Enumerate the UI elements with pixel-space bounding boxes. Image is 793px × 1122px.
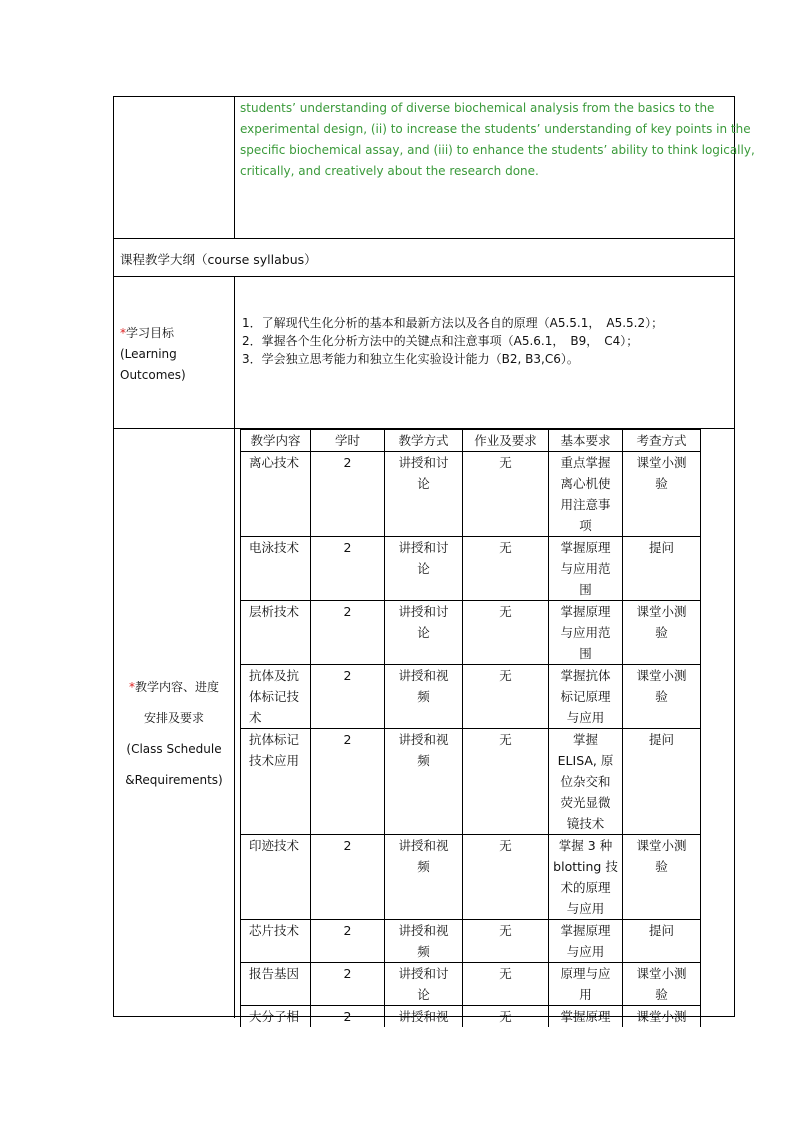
row-assess-line: 验	[655, 859, 668, 874]
course-objectives-text	[240, 98, 755, 182]
schedule-row	[241, 835, 701, 920]
learning-outcomes-en: (Learning	[120, 347, 177, 361]
row-method-line: 讲授和讨	[398, 966, 449, 981]
header-method: 教学方式	[385, 430, 463, 452]
learning-outcome-item: 1．了解现代生化分析的基本和最新方法以及各自的原理（A5.5.1， A5.5.2）；	[242, 316, 664, 330]
schedule-row	[241, 1006, 701, 1028]
learning-outcomes-en: Outcomes)	[120, 368, 186, 382]
row-content-line: 离心技术	[249, 455, 300, 470]
row-method	[385, 835, 463, 920]
column-divider	[234, 97, 235, 238]
row-assess	[623, 537, 701, 601]
row-content-line: 技术应用	[249, 753, 300, 768]
row-basic-line: 原理与应	[560, 966, 611, 981]
row-basic-line: 掌握 3 种	[558, 838, 613, 853]
row-content-line: 报告基因	[249, 966, 300, 981]
required-star: *	[120, 326, 126, 340]
row-method-line: 讲授和视	[398, 838, 449, 853]
row-content	[241, 537, 311, 601]
row-method	[385, 963, 463, 1006]
row-assess	[623, 729, 701, 835]
row-homework: 无	[463, 601, 549, 665]
row-method	[385, 729, 463, 835]
schedule-row	[241, 537, 701, 601]
row-content	[241, 835, 311, 920]
schedule-row	[241, 452, 701, 537]
row-method-line: 讲授和视	[398, 668, 449, 683]
row-content-line: 层析技术	[249, 604, 300, 619]
objectives-line: experimental design, (ii) to increase the students’ understanding of key points in the	[240, 122, 751, 136]
row-assess-line: 课堂小测	[636, 668, 687, 683]
row-homework: 无	[463, 1006, 549, 1028]
objectives-line: specific biochemical assay, and (iii) to enhance the students’ ability to think logically,	[240, 143, 755, 157]
row-hours: 2	[311, 835, 385, 920]
header-homework: 作业及要求	[463, 430, 549, 452]
row-homework: 无	[463, 963, 549, 1006]
row-basic-line: 与应用范	[560, 561, 611, 576]
row-assess	[623, 665, 701, 729]
row-basic	[549, 963, 623, 1006]
row-divider	[114, 276, 734, 277]
row-basic-line: ELISA, 原	[557, 753, 614, 768]
class-schedule-cn: 教学内容、进度	[134, 680, 219, 694]
row-assess-line: 课堂小测	[636, 1009, 687, 1024]
row-basic	[549, 835, 623, 920]
row-method-line: 论	[417, 987, 430, 1002]
row-assess-line: 验	[655, 689, 668, 704]
row-method-line: 论	[417, 476, 430, 491]
row-assess	[623, 1006, 701, 1028]
learning-outcome-item: 2．掌握各个生化分析方法中的关键点和注意事项（A5.6.1， B9， C4）；	[242, 334, 639, 348]
row-content-line: 抗体及抗	[249, 668, 300, 683]
row-assess-line: 课堂小测	[636, 966, 687, 981]
row-content	[241, 452, 311, 537]
row-basic-line: 标记原理	[560, 689, 611, 704]
schedule-row	[241, 729, 701, 835]
row-basic-line: 术的原理	[560, 880, 611, 895]
row-content	[241, 920, 311, 963]
schedule-row	[241, 665, 701, 729]
row-content-line: 芯片技术	[249, 923, 300, 938]
row-content-line: 印迹技术	[249, 838, 300, 853]
row-basic-line: 镜技术	[566, 816, 605, 831]
row-method	[385, 537, 463, 601]
row-divider	[114, 238, 734, 239]
row-basic	[549, 452, 623, 537]
row-method	[385, 665, 463, 729]
row-basic-line: 项	[579, 518, 592, 533]
row-assess	[623, 835, 701, 920]
row-hours: 2	[311, 601, 385, 665]
row-homework: 无	[463, 665, 549, 729]
row-content	[241, 963, 311, 1006]
row-assess-line: 验	[655, 476, 668, 491]
row-method-line: 讲授和视	[398, 732, 449, 747]
row-hours: 2	[311, 920, 385, 963]
learning-outcomes-cn: 学习目标	[126, 326, 175, 340]
row-method-line: 频	[417, 859, 430, 874]
row-basic-line: 围	[579, 582, 592, 597]
schedule-table	[240, 429, 701, 1027]
row-method-line: 论	[417, 625, 430, 640]
row-assess	[623, 920, 701, 963]
row-content-line: 大分子相	[249, 1009, 300, 1024]
row-assess-line: 提问	[648, 540, 674, 555]
row-basic-line: 与应用	[566, 944, 605, 959]
row-basic-line: 掌握原理	[560, 923, 611, 938]
row-method-line: 频	[417, 944, 430, 959]
row-method	[385, 452, 463, 537]
row-basic-line: 与应用	[566, 710, 605, 725]
row-basic-line: blotting 技	[553, 859, 618, 874]
row-method-line: 讲授和讨	[398, 604, 449, 619]
class-schedule-en: &Requirements)	[125, 773, 223, 787]
syllabus-title: 课程教学大纲（course syllabus）	[120, 252, 317, 267]
row-assess-line: 课堂小测	[636, 455, 687, 470]
row-basic-line: 掌握原理	[560, 604, 611, 619]
row-basic-line: 荧光显微	[560, 795, 611, 810]
row-basic-line: 离心机使	[560, 476, 611, 491]
row-method	[385, 1006, 463, 1028]
row-basic-line: 掌握原理	[560, 1009, 611, 1024]
learning-outcomes-list	[242, 314, 663, 368]
header-assess: 考查方式	[623, 430, 701, 452]
row-content	[241, 729, 311, 835]
row-assess-line: 提问	[648, 923, 674, 938]
row-assess-line: 验	[655, 987, 668, 1002]
row-content	[241, 1006, 311, 1028]
row-basic-line: 重点掌握	[560, 455, 611, 470]
header-hours: 学时	[311, 430, 385, 452]
schedule-row	[241, 963, 701, 1006]
class-schedule-label	[114, 672, 234, 796]
objectives-line: critically, and creatively about the research done.	[240, 164, 539, 178]
row-homework: 无	[463, 537, 549, 601]
row-basic-line: 掌握抗体	[560, 668, 611, 683]
header-basic: 基本要求	[549, 430, 623, 452]
schedule-row	[241, 920, 701, 963]
row-basic-line: 与应用范	[560, 625, 611, 640]
learning-outcome-item: 3．学会独立思考能力和独立生化实验设计能力（B2, B3,C6）。	[242, 352, 579, 366]
column-divider	[234, 276, 235, 1018]
row-basic-line: 与应用	[566, 901, 605, 916]
row-basic-line: 用注意事	[560, 497, 611, 512]
row-hours: 2	[311, 729, 385, 835]
class-schedule-cn: 安排及要求	[143, 711, 204, 725]
row-hours: 2	[311, 452, 385, 537]
row-method	[385, 601, 463, 665]
row-method	[385, 920, 463, 963]
row-assess-line: 课堂小测	[636, 604, 687, 619]
row-homework: 无	[463, 729, 549, 835]
schedule-header-row	[241, 430, 701, 452]
row-homework: 无	[463, 452, 549, 537]
row-basic	[549, 601, 623, 665]
row-content-line: 抗体标记	[249, 732, 300, 747]
row-hours: 2	[311, 1006, 385, 1028]
row-homework: 无	[463, 835, 549, 920]
row-hours: 2	[311, 665, 385, 729]
row-homework: 无	[463, 920, 549, 963]
row-assess-line: 提问	[648, 732, 674, 747]
required-star: *	[128, 680, 135, 694]
row-basic-line: 围	[579, 646, 592, 661]
row-basic-line: 用	[579, 987, 592, 1002]
row-method-line: 频	[417, 753, 430, 768]
row-basic-line: 掌握原理	[560, 540, 611, 555]
row-content	[241, 665, 311, 729]
row-method-line: 频	[417, 689, 430, 704]
class-schedule-en: (Class Schedule	[126, 742, 222, 756]
row-content-line: 电泳技术	[249, 540, 300, 555]
row-content-line: 体标记技	[249, 689, 300, 704]
row-assess	[623, 452, 701, 537]
row-basic	[549, 729, 623, 835]
row-content-line: 术	[249, 710, 262, 725]
row-assess-line: 验	[655, 625, 668, 640]
row-assess	[623, 601, 701, 665]
row-basic	[549, 537, 623, 601]
row-assess	[623, 963, 701, 1006]
row-content	[241, 601, 311, 665]
row-method-line: 讲授和讨	[398, 455, 449, 470]
row-assess-line: 课堂小测	[636, 838, 687, 853]
row-hours: 2	[311, 537, 385, 601]
row-basic	[549, 1006, 623, 1028]
row-basic	[549, 920, 623, 963]
header-content: 教学内容	[241, 430, 311, 452]
row-basic-line: 掌握	[572, 732, 598, 747]
row-basic	[549, 665, 623, 729]
course-table	[113, 96, 755, 1024]
row-hours: 2	[311, 963, 385, 1006]
row-method-line: 讲授和视	[398, 923, 449, 938]
row-method-line: 讲授和视	[398, 1009, 449, 1024]
objectives-line: students’ understanding of diverse biochemical analysis from the basics to the	[240, 101, 715, 115]
row-basic-line: 位杂交和	[560, 774, 611, 789]
learning-outcomes-label	[120, 323, 186, 386]
row-method-line: 讲授和讨	[398, 540, 449, 555]
row-method-line: 论	[417, 561, 430, 576]
schedule-row	[241, 601, 701, 665]
